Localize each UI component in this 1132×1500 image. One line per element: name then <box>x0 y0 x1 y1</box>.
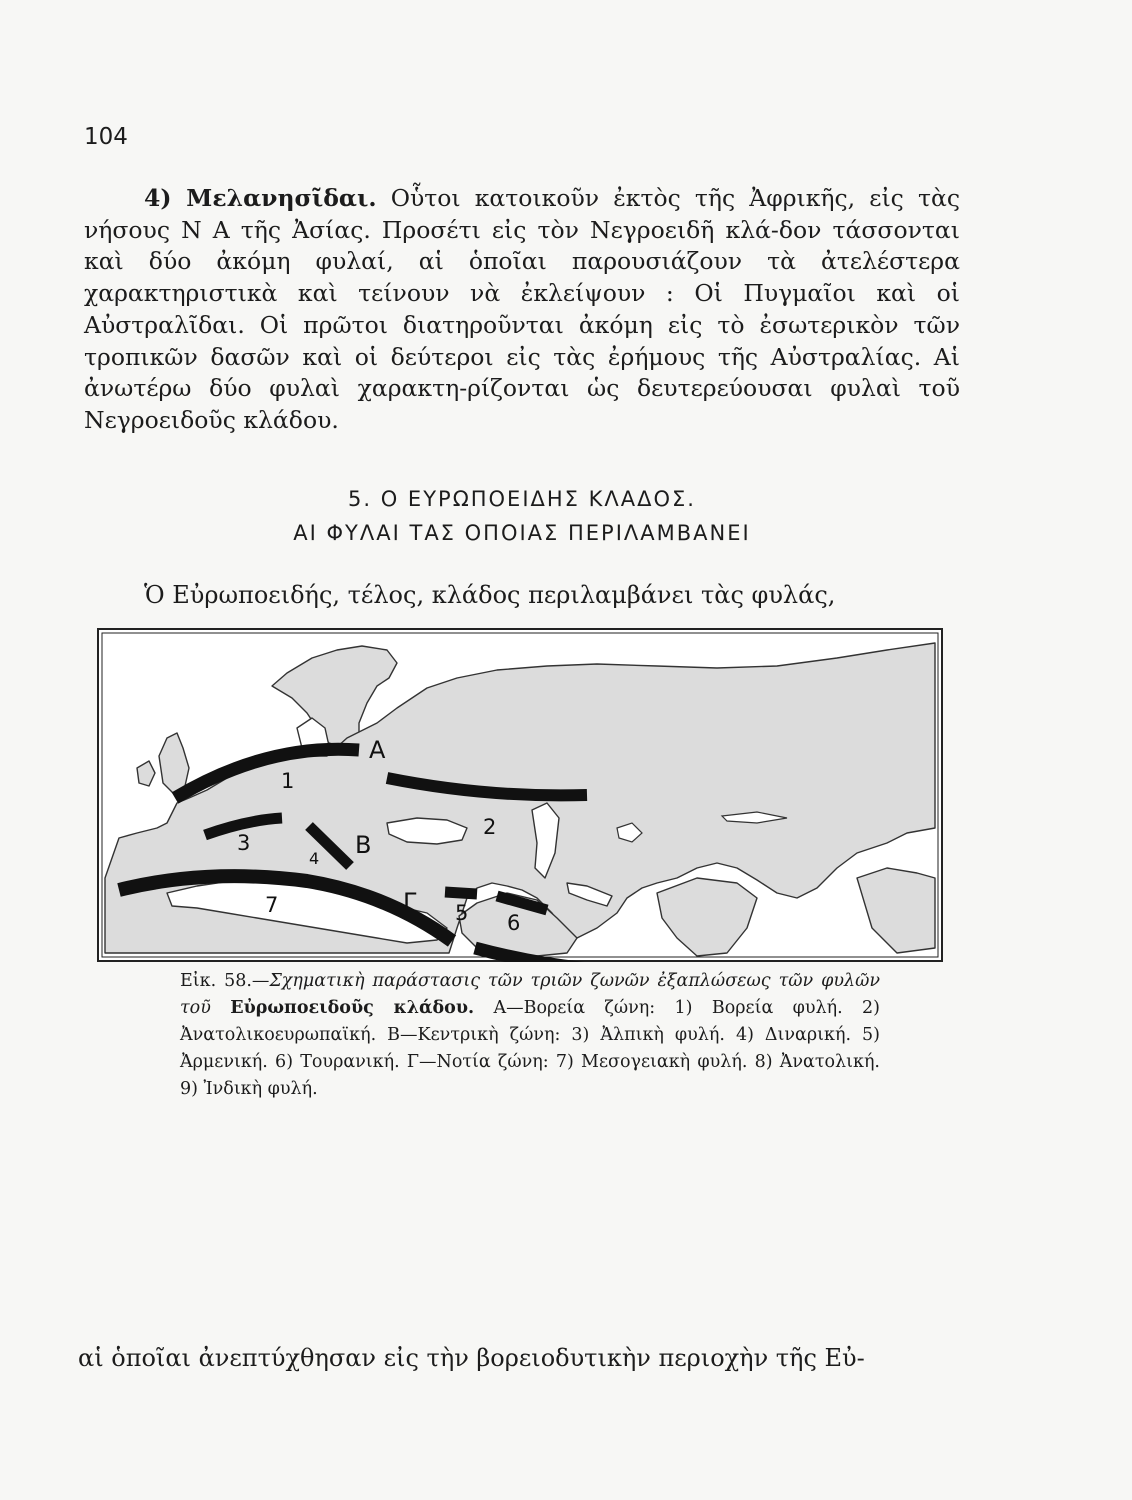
paragraph-continuation: αἱ ὁποῖαι ἀνεπτύχθησαν εἰς τὴν βορειοδυτικὴν περιοχὴν τῆς Εὐ- <box>78 1344 865 1372</box>
band-label-4: 4 <box>309 849 320 868</box>
band-label-7: 7 <box>265 893 279 917</box>
paragraph-body: Οὗτοι κατοικοῦν ἐκτὸς τῆς Ἀφρικῆς, εἰς τὰς νήσους Ν Α τῆς Ἀσίας. Προσέτι εἰς τὸν Νεγροειδῆ κλά-δον τάσσονται καὶ δύο ἀκόμη φυλαί, αἱ ὁποῖαι παρουσιάζουν τὰ ἀτελέστερα χαρακτηριστικὰ καὶ τείνουν νὰ ἐκλείψουν : Οἱ Πυγμαῖοι καὶ οἱ Αὐστραλῖδαι. Οἱ πρῶτοι διατηροῦνται ἀκόμη εἰς τὸ ἐσωτερικὸν τῶν τροπικῶν δασῶν καὶ οἱ δεύτεροι εἰς τὰς ἐρήμους τῆς Αὐστραλίας. Αἱ ἀνωτέρω δύο φυλαὶ χαρακτη-ρίζονται ὡς δευτερεύουσαι φυλαὶ τοῦ Νεγροειδοῦς κλάδου. <box>84 184 960 434</box>
band-label-6: 6 <box>507 911 521 935</box>
section-heading-title: 5. Ο ΕΥΡΩΠΟΕΙΔΗΣ ΚΛΑΔΟΣ. <box>348 487 696 511</box>
band-label-5: 5 <box>455 901 469 925</box>
band-label-2: 2 <box>483 815 497 839</box>
caption-title-genitive: Εὐρωποειδοῦς κλάδου. <box>230 998 475 1018</box>
band-label-1: 1 <box>281 769 295 793</box>
paragraph-lead: 4) Μελανησῖδαι. <box>144 184 377 212</box>
zone-label-3: Γ <box>403 888 417 916</box>
zone-label-2: Β <box>355 831 372 859</box>
caption-figure-number: Εἰκ. 58.— <box>180 971 270 991</box>
map-figure <box>97 628 943 962</box>
band-label-3: 3 <box>237 831 251 855</box>
section-heading-subtitle: ΑΙ ΦΥΛΑΙ ΤΑΣ ΟΠΟΙΑΣ ΠΕΡΙΛΑΜΒΑΝΕΙ <box>293 521 751 545</box>
caption-title: Σχηματικὴ παράστασις τῶν τριῶν ζωνῶν ἐξαπλώσεως τῶν φυλῶν τοῦ <box>180 971 881 1018</box>
paragraph-melanesians <box>84 183 960 437</box>
figure-caption <box>180 968 880 1103</box>
zone-label-1: Α <box>369 736 386 764</box>
paragraph-europoid-intro: Ὁ Εὐρωποειδής, τέλος, κλάδος περιλαμβάνει τὰς φυλάς, <box>144 581 836 609</box>
caption-legend: Α—Βορεία ζώνη: 1) Βορεία φυλή. 2) Ἀνατολικοευρωπαϊκή. Β—Κεντρικὴ ζώνη: 3) Ἀλπικὴ φυλή. 4) Διναρική. 5) Ἀρμενική. 6) Τουρανική. Γ—Νοτία ζώνη: 7) Μεσογειακὴ φυλή. 8) Ἀνατολική. 9) Ἰνδικὴ φυλή. <box>180 998 880 1099</box>
page-number: 104 <box>84 124 128 150</box>
race-band-5 <box>445 892 477 894</box>
